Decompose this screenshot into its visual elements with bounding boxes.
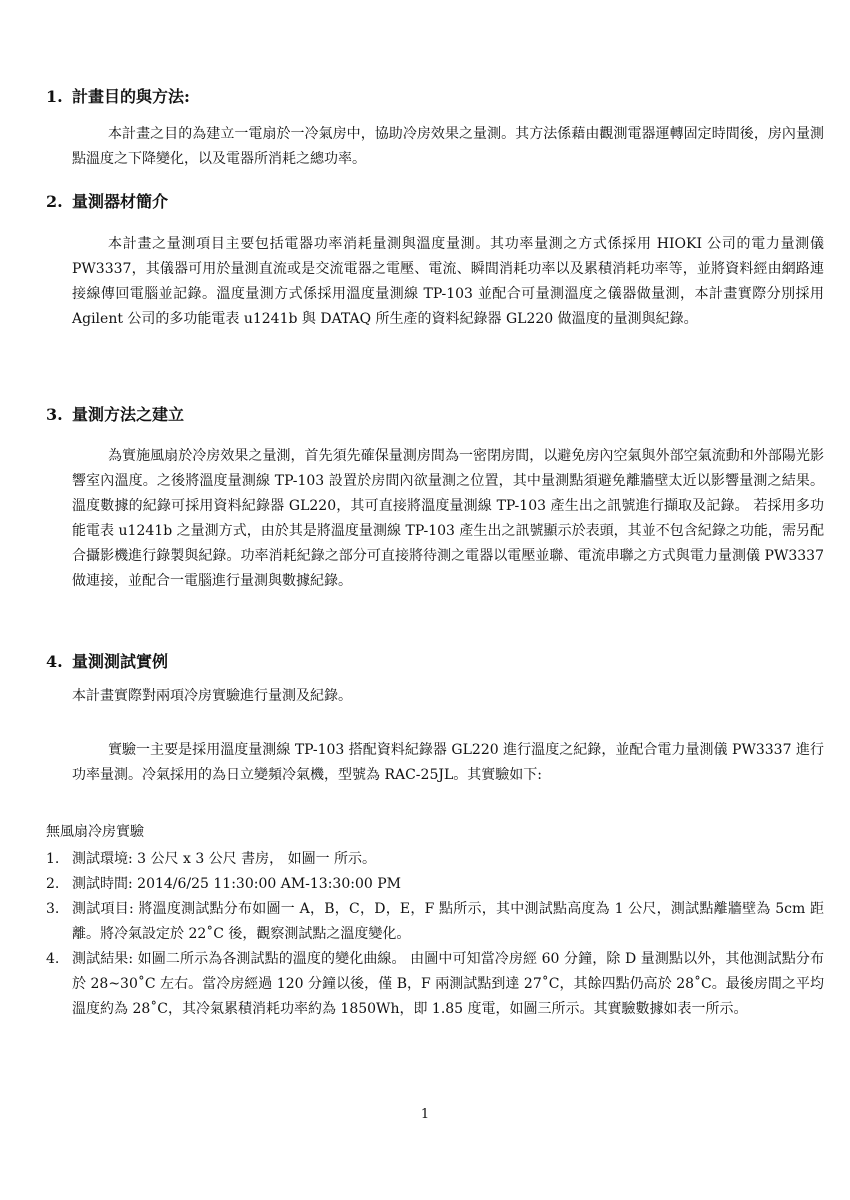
section-heading-2 (46, 191, 168, 213)
list-number: 2. (46, 876, 60, 892)
list-number: 4. (46, 951, 60, 967)
list-item (46, 897, 824, 947)
section-heading-4 (46, 651, 168, 673)
subheading-no-fan: 無風扇冷房實驗 (46, 824, 144, 840)
section-title: 量測方法之建立 (72, 405, 185, 424)
section-number: 4. (46, 652, 63, 671)
list-text: 測試結果: 如圖二所示為各測試點的溫度的變化曲線。 由圖中可知當冷房經 60 分鐘，除 D 量測點以外，其他測試點分布於 28~30˚C 左右。當冷房經過 120 分鐘以後，僅 B，F 兩測試點到達 27˚C，其餘四點仍高於 28˚C。最後房間之平均溫度約為 28˚C，其冷氣累積消耗功率約為 1850Wh，即 1.85 度電，如圖三所示。其實驗數據如表一所示。 (72, 951, 824, 1017)
paragraph-method: 為實施風扇於冷房效果之量測，首先須先確保量測房間為一密閉房間，以避免房內空氣與外部空氣流動和外部陽光影響室內溫度。之後將溫度量測線 TP-103 設置於房間內欲量測之位置，其中量測點須避免離牆壁太近以影響量測之結果。溫度數據的紀錄可採用資料紀錄器 GL220，其可直接將溫度量測線 TP-103 產生出之訊號進行擷取及記錄。 若採用多功能電表 u1241b 之量測方式，由於其是將溫度量測線 TP-103 產生出之訊號顯示於表頭，其並不包含紀錄之功能，需另配合攝影機進行錄製與紀錄。功率消耗紀錄之部分可直接將待測之電器以電壓並聯、電流串聯之方式與電力量測儀 PW3337 做連接，並配合一電腦進行量測與數據紀錄。 (72, 448, 824, 589)
list-text: 測試項目: 將溫度測試點分布如圖一 A，B，C，D，E，F 點所示，其中測試點高度為 1 公尺，測試點離牆壁為 5cm 距離。將冷氣設定於 22˚C 後，觀察測試點之溫度變化。 (72, 901, 824, 942)
list-item (46, 872, 824, 897)
section-heading-3 (46, 404, 184, 426)
experiment-list (46, 847, 824, 1022)
list-text: 測試環境: 3 公尺 x 3 公尺 書房， 如圖一 所示。 (72, 851, 377, 867)
paragraph-experiment-one: 實驗一主要是採用溫度量測線 TP-103 搭配資料紀錄器 GL220 進行溫度之紀錄，並配合電力量測儀 PW3337 進行功率量測。冷氣採用的為日立變頻冷氣機，型號為 RAC-25JL。其實驗如下: (72, 742, 824, 783)
section-title: 量測測試實例 (72, 652, 169, 671)
page-number: 1 (420, 1107, 430, 1122)
section-number: 2. (46, 192, 63, 211)
paragraph-equipment: 本計畫之量測項目主要包括電器功率消耗量測與溫度量測。其功率量測之方式係採用 HIOKI 公司的電力量測儀 PW3337，其儀器可用於量測直流或是交流電器之電壓、電流、瞬間消耗功率以及累積消耗功率等，並將資料經由網路連接線傳回電腦並記錄。溫度量測方式係採用溫度量測線 TP-103 並配合可量測溫度之儀器做量測，本計畫實際分別採用 Agilent 公司的多功能電表 u1241b 與 DATAQ 所生產的資料紀錄器 GL220 做溫度的量測與紀錄。 (72, 236, 824, 327)
paragraph-intro: 本計畫實際對兩項冷房實驗進行量測及紀錄。 (72, 688, 352, 704)
list-number: 3. (46, 901, 60, 917)
list-item (46, 947, 824, 1022)
section-title: 量測器材簡介 (72, 192, 169, 211)
list-text: 測試時間: 2014/6/25 11:30:00 AM-13:30:00 PM (72, 876, 401, 892)
paragraph-purpose: 本計畫之目的為建立一電扇於一冷氣房中，協助冷房效果之量測。其方法係藉由觀測電器運轉固定時間後，房內量測點溫度之下降變化，以及電器所消耗之總功率。 (72, 126, 824, 167)
list-item (46, 847, 824, 872)
list-number: 1. (46, 851, 60, 867)
section-number: 1. (46, 87, 63, 106)
section-heading-1 (46, 86, 190, 108)
section-number: 3. (46, 405, 63, 424)
section-title: 計畫目的與方法: (72, 87, 190, 106)
